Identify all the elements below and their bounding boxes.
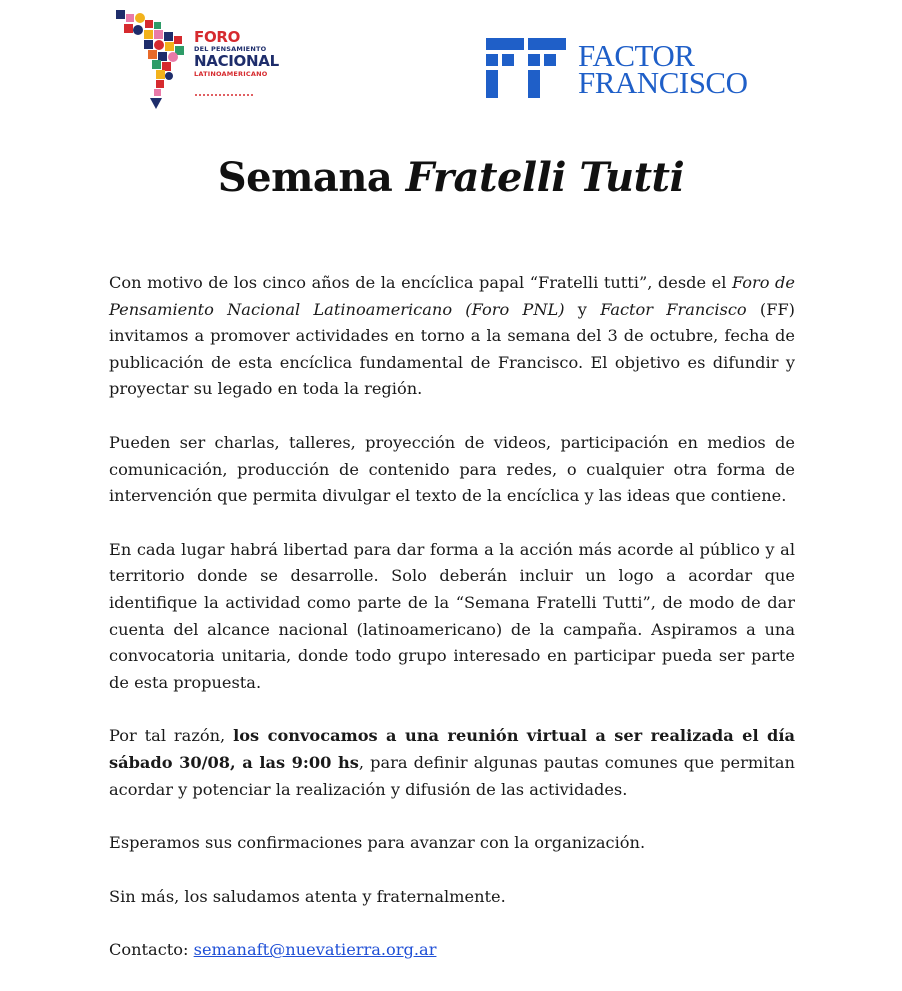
p1-text-a: Con motivo de los cinco años de la encíclica papal “Fratelli tutti”, desde el bbox=[109, 273, 732, 292]
foro-pnl-emblem bbox=[114, 8, 194, 112]
document-title bbox=[0, 154, 902, 201]
p1-foro-name: Foro de Pensamiento Nacional Latinoamericano (Foro PNL) bbox=[109, 273, 795, 319]
factor-francisco-logo bbox=[484, 36, 784, 106]
p1-text-c: y bbox=[564, 299, 601, 319]
foro-logo-line3: NACIONAL bbox=[194, 51, 279, 70]
contact-line bbox=[109, 937, 795, 964]
title-plain: Semana bbox=[217, 154, 406, 201]
foro-logo-line2: DEL PENSAMIENTO bbox=[194, 45, 267, 53]
factor-francisco-emblem bbox=[484, 36, 568, 100]
letter-body bbox=[109, 270, 795, 991]
p1-ff-name: Factor Francisco bbox=[600, 299, 747, 319]
paragraph-closing: Sin más, los saludamos atenta y fraternalmente. bbox=[109, 886, 506, 906]
paragraph-confirmations: Esperamos sus confirmaciones para avanzar con la organización. bbox=[109, 833, 646, 853]
ff-logo-line2: FRANCISCO bbox=[578, 65, 748, 100]
paragraph-meeting bbox=[109, 723, 795, 803]
p4-text-c: , para definir algunas pautas comunes que permitan acordar y potenciar la realización y difusión de las actividades. bbox=[109, 752, 795, 799]
foro-pnl-wordmark bbox=[194, 30, 279, 77]
foro-logo-line1: FORO bbox=[194, 28, 241, 46]
contact-label: Contacto: bbox=[109, 940, 194, 960]
ff-logo-line1: FACTOR bbox=[578, 38, 695, 73]
paragraph-activities: Pueden ser charlas, talleres, proyección de videos, participación en medios de comunicación, producción de contenido para redes, o cualquier otra forma de intervención que permita divulgar el texto de la encíclica y las ideas que contiene. bbox=[109, 432, 795, 506]
factor-francisco-wordmark bbox=[578, 38, 748, 100]
paragraph-freedom: En cada lugar habrá libertad para dar forma a la acción más acorde al público y al territorio donde se desarrolle. Solo deberán incluir un logo a acordar que identifique la actividad como parte de la “Semana Fratelli Tutti”, de modo de dar cuenta del alcance nacional (latinoamericano) de la campaña. Aspiramos a una convocatoria unitaria, donde todo grupo interesado en participar pueda ser parte de esta propuesta. bbox=[109, 539, 795, 692]
p4-text-a: Por tal razón, bbox=[109, 726, 234, 746]
paragraph-intro bbox=[109, 270, 795, 403]
foro-pnl-logo bbox=[114, 8, 279, 112]
p4-meeting-details: los convocamos a una reunión virtual a ser realizada el día sábado 30/08, a las 9:00 hs bbox=[109, 726, 795, 772]
p1-text-e: (FF) invitamos a promover actividades en torno a la semana del 3 de octubre, fecha de publicación de esta encíclica fundamental de Francisco. El objetivo es difundir y proyectar su legado en toda la región. bbox=[109, 299, 795, 399]
foro-logo-line4: LATINOAMERICANO bbox=[194, 69, 268, 78]
contact-email-link[interactable]: semanaft@nuevatierra.org.ar bbox=[193, 940, 437, 960]
title-italic: Fratelli Tutti bbox=[405, 154, 685, 201]
foro-logo-dot-rule bbox=[194, 94, 254, 96]
